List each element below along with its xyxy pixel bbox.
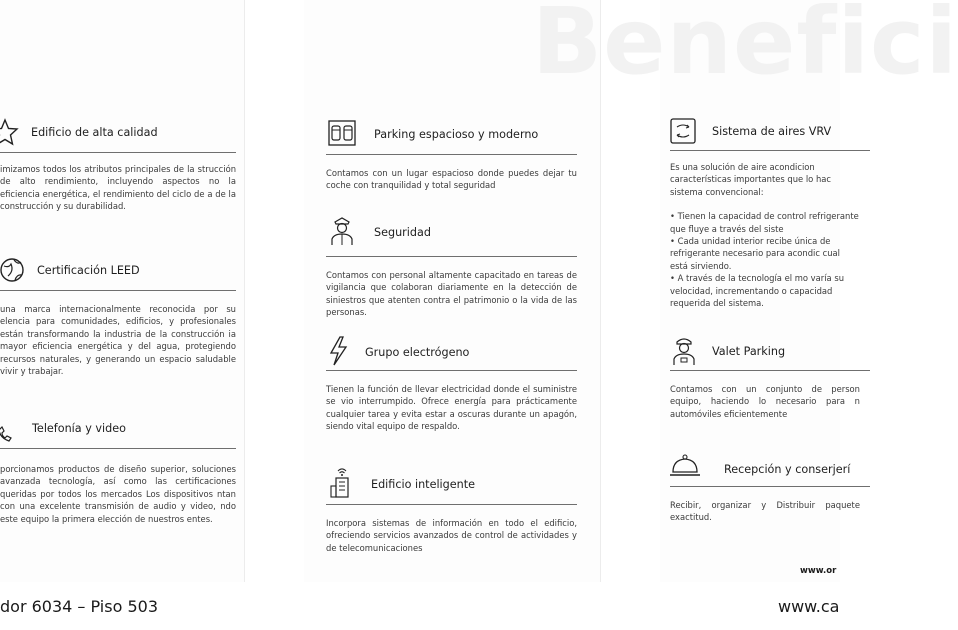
section-body: Incorpora sistemas de información en todo el edificio, ofreciendo servicios avanzados de control de actividades y de telecomunicaciones <box>326 518 577 553</box>
section-title: Sistema de aires VRV <box>712 125 832 138</box>
watermark-heading: Benefici <box>532 0 958 95</box>
section-aires-vrv <box>670 116 870 309</box>
intro-text: Es una solución de aire acondicion características importantes que lo hac sistema convencional: <box>670 162 832 197</box>
section-body <box>670 161 860 309</box>
section-body: Contamos con un conjunto de person equipo, haciendo lo necesario para n automóviles eficientemente <box>670 384 860 419</box>
footer-address: dor 6034 – Piso 503 <box>0 597 158 616</box>
smart-building-icon <box>330 466 358 496</box>
fold-line <box>244 0 245 582</box>
divider <box>326 504 577 505</box>
section-title: Edificio de alta calidad <box>31 126 158 139</box>
website-url-small[interactable]: www.or <box>800 566 837 576</box>
column-right <box>670 0 860 582</box>
divider <box>0 290 236 291</box>
divider <box>670 150 870 151</box>
service-bell-icon <box>670 452 698 482</box>
section-title: Grupo electrógeno <box>365 346 470 359</box>
phone-icon <box>0 426 24 456</box>
section-title: Parking espacioso y moderno <box>374 128 539 141</box>
section-telefonia <box>0 414 236 525</box>
section-title: Telefonía y video <box>32 422 126 435</box>
divider <box>326 370 577 371</box>
section-title: Edificio inteligente <box>371 478 476 491</box>
bullet-item: • Cada unidad interior recibe única de refrigerante necesario para acondic cual está sirviendo. <box>670 236 840 271</box>
lightning-icon <box>328 336 356 366</box>
section-parking <box>326 118 577 192</box>
section-title: Recepción y conserjerí <box>724 463 851 476</box>
divider <box>326 154 577 155</box>
divider <box>0 152 236 153</box>
star-icon <box>0 118 20 148</box>
divider <box>0 448 236 449</box>
bullet-item: • A través de la tecnología el mo varía su velocidad, incrementando o capacidad requerida del sistema. <box>670 273 845 309</box>
divider <box>670 486 870 487</box>
section-recepcion <box>670 452 870 524</box>
hvac-icon <box>670 118 698 148</box>
section-body: imizamos todos los atributos principales de la strucción de alto rendimiento, incluyendo aspectos no la eficiencia energética, el rendimiento del ciclo de a de la construcción y su durabilidad. <box>0 164 236 212</box>
section-title: Seguridad <box>374 226 431 239</box>
footer-website[interactable]: www.ca <box>778 597 840 616</box>
section-body: porcionamos productos de diseño superior, soluciones avanzada tecnología, así como las certificaciones queridas por todos los mercados Los dispositivos ntan con una excelente transmisión de audio y video, ndo este equipo la primera elección de nuestros entes. <box>0 464 236 524</box>
section-grupo-electrogeno <box>326 336 577 433</box>
valet-person-icon <box>672 336 700 366</box>
section-body: una marca internacionalmente reconocida por su elencia para comunidades, edificios, y profesionales están transformando la industria de la construcción ia mayor eficiencia energética y del agua, protegiendo recursos naturales, y generando un espacio saludable vivir y trabajar. <box>0 304 236 377</box>
bullet-item: • Tienen la capacidad de control refrigerante que fluye a través del siste <box>670 211 859 234</box>
section-body: Tienen la función de llevar electricidad donde el suministre se vio interrumpido. Ofrece energía para prácticamente cualquier tarea y evita estar a oscuras durante un apagón, siendo vital equipo de respaldo. <box>326 384 577 432</box>
section-edificio-calidad <box>0 118 236 213</box>
parking-cars-icon <box>328 120 356 150</box>
globe-leaf-icon <box>0 254 28 284</box>
section-title: Valet Parking <box>712 345 786 358</box>
section-seguridad <box>326 216 577 319</box>
section-body: Contamos con un lugar espacioso donde puedes dejar tu coche con tranquilidad y total seguridad <box>326 168 577 191</box>
section-edificio-inteligente <box>326 466 577 554</box>
divider <box>670 370 870 371</box>
security-guard-icon <box>330 216 358 246</box>
section-body: Recibir, organizar y Distribuir paquete exactitud. <box>670 500 860 523</box>
divider <box>326 256 577 257</box>
section-body: Contamos con personal altamente capacitado en tareas de vigilancia que colaboran diariamente en la detección de siniestros que atenten contra el patrimonio o la vida de las personas. <box>326 270 577 318</box>
section-leed <box>0 254 236 377</box>
section-valet <box>670 336 870 420</box>
section-title: Certificación LEED <box>37 264 140 277</box>
